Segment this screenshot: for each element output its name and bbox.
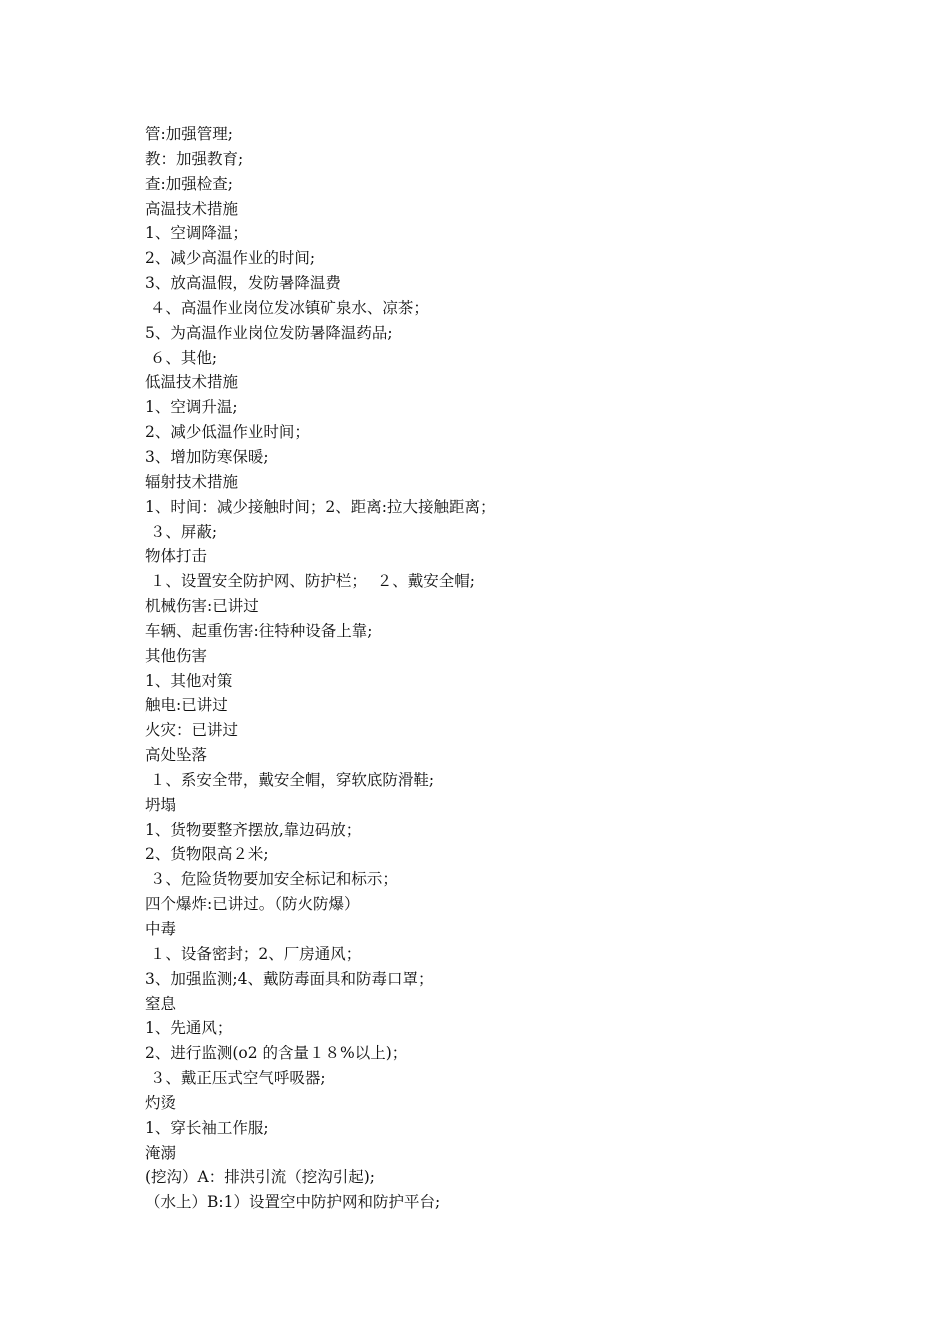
text-line: 查:加强检查; — [145, 174, 233, 193]
document-body — [145, 122, 905, 1215]
section-heading: 淹溺 — [145, 1143, 177, 1162]
section-heading: 其他伤害 — [145, 646, 208, 665]
section-heading: 辐射技术措施 — [145, 472, 239, 491]
section-heading: 坍塌 — [145, 795, 177, 814]
text-line: 教：加强教育; — [145, 149, 244, 168]
text-line: 车辆、起重伤害:往特种设备上靠; — [145, 621, 373, 640]
list-item: １、设置安全防护网、防护栏； ２、戴安全帽; — [145, 572, 476, 591]
list-item: 1、时间：减少接触时间；2、距离:拉大接触距离； — [145, 497, 496, 516]
list-item: 2、进行监测(o2 的含量１８%以上)； — [145, 1044, 408, 1063]
section-heading: 物体打击 — [145, 547, 208, 566]
list-item: （水上）B:1）设置空中防护网和防护平台; — [145, 1193, 441, 1212]
list-item: 1、空调降温； — [145, 224, 248, 243]
list-item: 1、先通风； — [145, 1019, 233, 1038]
list-item: 2、减少高温作业的时间; — [145, 249, 316, 268]
list-item: 1、其他对策 — [145, 671, 233, 690]
text-line: 火灾：已讲过 — [145, 721, 239, 740]
section-heading: 灼烫 — [145, 1093, 177, 1112]
text-line: 机械伤害:已讲过 — [145, 597, 259, 616]
list-item: 3、增加防寒保暖; — [145, 447, 269, 466]
section-heading: 窒息 — [145, 994, 177, 1013]
list-item: ３、屏蔽; — [145, 522, 218, 541]
list-item: 3、放高温假，发防暑降温费 — [145, 274, 341, 293]
section-heading: 中毒 — [145, 920, 177, 938]
list-item: 1、穿长袖工作服; — [145, 1118, 269, 1137]
list-item: 3、加强监测;4、戴防毒面具和防毒口罩； — [145, 969, 434, 988]
list-item: ６、其他; — [145, 348, 218, 367]
text-line: 触电:已讲过 — [145, 696, 228, 715]
list-item: １、设备密封；2、厂房通风； — [145, 944, 362, 963]
text-line: 四个爆炸:已讲过。（防火防爆） — [145, 895, 360, 914]
list-item: (挖沟）A：排洪引流（挖沟引起); — [145, 1168, 376, 1187]
section-heading: 高处坠落 — [145, 746, 208, 765]
section-heading: 高温技术措施 — [145, 199, 239, 218]
list-item: 2、货物限高２米; — [145, 845, 269, 864]
list-item: 2、减少低温作业时间； — [145, 423, 310, 442]
list-item: ４、高温作业岗位发冰镇矿泉水、凉茶； — [145, 298, 429, 317]
section-heading: 低温技术措施 — [145, 373, 239, 392]
list-item: ３、戴正压式空气呼吸器; — [145, 1069, 326, 1088]
list-item: 5、为高温作业岗位发防暑降温药品; — [145, 323, 393, 342]
list-item: ３、危险货物要加安全标记和标示； — [145, 870, 398, 889]
list-item: 1、空调升温; — [145, 398, 238, 417]
list-item: １、系安全带，戴安全帽，穿软底防滑鞋; — [145, 770, 435, 789]
list-item: 1、货物要整齐摆放,靠边码放； — [145, 820, 362, 839]
text-line: 管:加强管理; — [145, 125, 233, 143]
